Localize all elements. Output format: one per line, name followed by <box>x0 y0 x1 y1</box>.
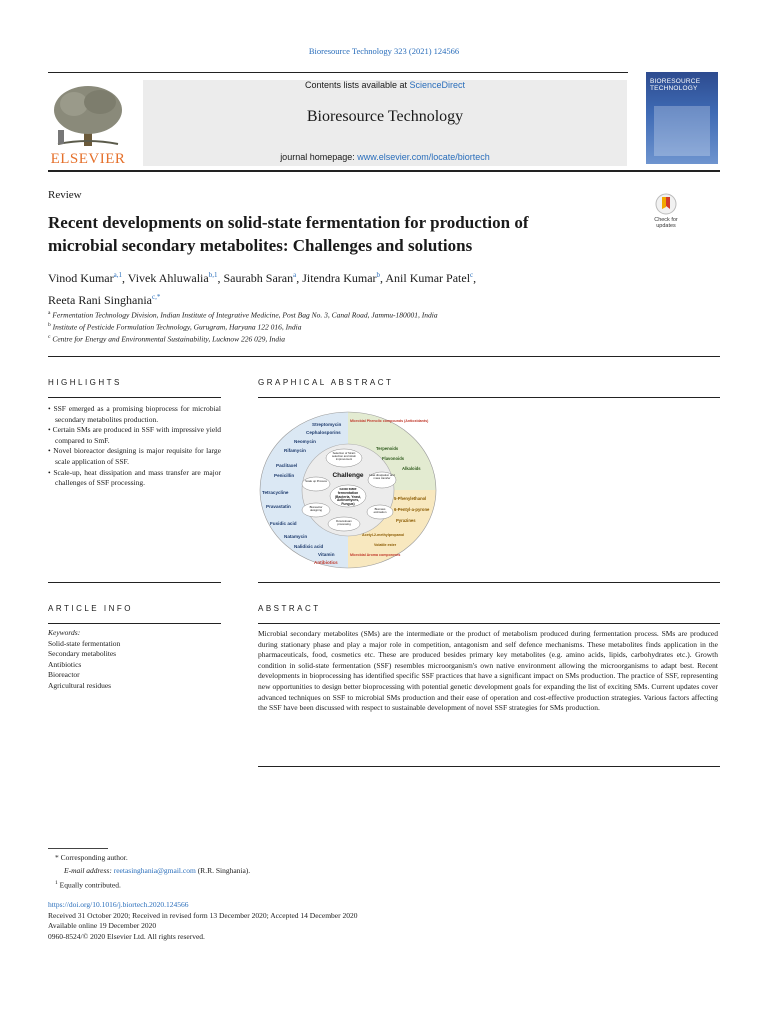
homepage-link[interactable]: www.elsevier.com/locate/biortech <box>357 152 490 162</box>
ga-bubble-text-strain: Selection of Strain selection and strain improvement <box>331 452 357 462</box>
journal-title: Bioresource Technology <box>306 108 464 125</box>
ga-label-paclitaxel: Paclitaxel <box>276 463 298 468</box>
author-list: Vinod Kumar$^{a,1}$, Vivek Ahluwalia$^{b,1}$, Saurabh Saran$^a$, Jitendra Kumar$^b$, Anil Kumar Patel$^c$, Reeta Rani Singhania$^{c,*}$ <box>48 271 477 307</box>
ga-label-phenylethanol: 5-Phenylethanol <box>394 496 427 501</box>
footnote-rule <box>48 848 108 849</box>
highlights-rule <box>48 397 221 398</box>
bookmark-icon <box>655 193 677 217</box>
abstract-rule <box>258 623 720 624</box>
keyword-1: Solid-state fermentation <box>48 638 121 648</box>
header-top-rule <box>48 72 628 73</box>
author-1[interactable]: Vinod Kumar$^{a,1}$ <box>48 271 122 285</box>
graphical-abstract-figure <box>258 410 438 570</box>
received-dates: Received 31 October 2020; Received in revised form 13 December 2020; Accepted 14 December 2020 <box>48 910 358 920</box>
article-info-heading: ARTICLE INFO <box>48 604 133 613</box>
highlight-item-1: • SSF emerged as a promising bioprocess for microbial secondary metabolites production. <box>48 404 221 424</box>
ga-label-cephalosporins: Cephalosporins <box>306 430 341 435</box>
ga-label-vitamin: Vitamin <box>318 552 335 557</box>
badge-line1: Check for <box>654 217 678 223</box>
check-for-updates-badge[interactable] <box>645 193 687 233</box>
ga-label-natamycin: Natamycin <box>284 534 308 539</box>
ga-label-tetracycline: Tetracycline <box>262 490 289 495</box>
elsevier-tree-logo <box>48 82 128 150</box>
journal-cover <box>646 72 718 164</box>
keywords-label: Keywords: <box>48 628 81 637</box>
ga-label-pentyl-pyrone: 6-Pentyl-a-pyrone <box>394 507 430 512</box>
ga-label-rifamycin: Rifamycin <box>284 448 306 453</box>
ga-label-pyrazines: Pyrazines <box>396 518 416 523</box>
highlight-item-2: • Certain SMs are produced in SSF with impressive yield compared to SmF. <box>48 425 221 445</box>
affiliation-c: $^c$ Centre for Energy and Environmental Sustainability, Lucknow 226 029, India <box>48 334 286 344</box>
ga-label-phenolic: Microbial Phenolic compounds (Antioxidants) <box>350 419 429 423</box>
copyright: 0960-8524/© 2020 Elsevier Ltd. All rights reserved. <box>48 931 205 941</box>
ga-label-pravastatin: Pravastatin <box>266 504 291 509</box>
graphical-abstract-heading: GRAPHICAL ABSTRACT <box>258 378 394 387</box>
ga-bubble-text-scaleup: Scale up Process <box>305 480 327 483</box>
publication-info <box>48 900 357 942</box>
publisher-name: ELSEVIER <box>50 151 126 167</box>
keyword-5: Agricultural residues <box>48 680 112 690</box>
keyword-2: Secondary metabolites <box>48 649 117 659</box>
article-title-line2: microbial secondary metabolites: Challenges and solutions <box>48 236 473 255</box>
email-link[interactable]: reetasinghania@gmail.com <box>113 865 196 875</box>
footnote-email: E-mail address: reetasinghania@gmail.com (R.R. Singhania). <box>64 865 251 875</box>
cover-graphic <box>654 106 710 156</box>
front-matter-rule <box>48 356 720 357</box>
ga-label-flavonoids: Flavonoids <box>382 456 405 461</box>
highlight-item-3: • Novel bioreactor designing is major requisite for large scale application of SSF. <box>48 446 221 466</box>
graphical-abstract-rule <box>258 397 720 398</box>
sciencedirect-link[interactable]: ScienceDirect <box>409 80 466 90</box>
ga-bubble-text-heat: Heat dissipation and mass transfer <box>369 474 395 481</box>
ga-label-nalidixic-acid: Nalidixic acid <box>294 544 324 549</box>
available-online: Available online 19 December 2020 <box>48 921 157 930</box>
author-5[interactable]: Anil Kumar Patel$^c$ <box>385 271 474 285</box>
keyword-3: Antibiotics <box>48 659 82 669</box>
cover-title: BIORESOURCE TECHNOLOGY <box>650 78 701 92</box>
ga-label-penicillin: Penicillin <box>274 473 295 478</box>
affiliation-b: $^b$ Institute of Pesticide Formulation Technology, Gurugram, Haryana 122 016, India <box>48 322 302 332</box>
ga-label-fusidic-acid: Fusidic acid <box>270 521 297 526</box>
abstract-text: Microbial secondary metabolites (SMs) are the intermediate or the product of metabolism produced during fermentation process. SMs are produced during stationary phase and play a major role in competition, antagonism and self defence mechanisms. These metabolites finds application in the pharmaceuticals, food, cosmetics etc. These are produced besides primary key metabolites (e.g. amino acids, lipids, carbohydrates etc.). Growth condition in solid-state fermentation (SSF) resembles microorganism's own native environment allowing the microorganisms to adapt best. Recent developments in bioprocessing has identified specific SSF practices that have a significant impact on SMs production. The practice of SSF, representing new opportunities to design better bioprocessing with potential genetic development goals for expanding the list of exciting SMs. Current updates cover advanced techniques on SSF to microbial SMs production and their ease of operation and cost-effective production strategies. Various factors affecting the SSF have been discussed with respect to sustainable development of novel SSF strategies for SMs production. <box>258 629 718 713</box>
ga-label-streptomycin: Streptomycin <box>312 422 342 427</box>
highlights-bottom-rule <box>48 582 221 583</box>
ga-label-neomycin: Neomycin <box>294 439 316 444</box>
keyword-4: Bioreactor <box>48 670 80 680</box>
header-bottom-rule <box>48 170 720 172</box>
abstract-heading: ABSTRACT <box>258 604 321 613</box>
ga-bubble-text-biomass: Biomass estimation <box>373 508 387 515</box>
ga-label-aroma: Microbial Aroma components <box>350 553 401 557</box>
ga-center-title: Challenge <box>332 472 364 479</box>
ga-bubble-text-downstream: Downstream processing <box>336 520 352 527</box>
ga-label-antibiotics: Antibiotics <box>314 560 338 565</box>
contents-line <box>143 80 627 90</box>
keywords-block <box>48 628 120 692</box>
ga-label-acetyl: Acetyl-2-methylpropanol <box>362 533 405 537</box>
contents-prefix: Contents lists available at <box>304 80 410 90</box>
ga-bubble-text-bioreactor: Bioreactor designing <box>309 506 323 513</box>
ga-label-terpenoids: Terpenoids <box>376 446 399 451</box>
journal-reference[interactable]: Bioresource Technology 323 (2021) 124566 <box>308 46 460 56</box>
ga-center-text-box <box>330 488 366 506</box>
footnote-equal: $^1$ Equally contributed. <box>55 880 121 890</box>
footnotes <box>48 852 250 892</box>
highlight-item-4: • Scale-up, heat dissipation and mass transfer are major challenges of SSF processing. <box>48 467 221 488</box>
graphical-abstract-bottom-rule <box>258 582 720 583</box>
article-title-line1: Recent developments on solid-state fermentation for production of <box>48 213 529 232</box>
badge-line2: updates <box>656 223 676 229</box>
author-4[interactable]: Jitendra Kumar$^b$ <box>302 271 381 285</box>
ga-center-text: Solid state fermentation (Bacteria, Yeast, Actinomyces, Fungus) <box>334 488 362 506</box>
highlights-heading: HIGHLIGHTS <box>48 378 122 387</box>
article-info-rule <box>48 623 221 624</box>
doi-link[interactable]: https://doi.org/10.1016/j.biortech.2020.124566 <box>48 900 189 909</box>
ga-label-alkaloids: Alkaloids <box>402 466 421 471</box>
highlights-list <box>48 404 221 489</box>
author-2[interactable]: Vivek Ahluwalia$^{b,1}$ <box>127 271 218 285</box>
affiliation-a: $^a$ Fermentation Technology Division, Indian Institute of Integrative Medicine, Post Bag No. 3, Canal Road, Jammu-180001, India <box>48 310 438 320</box>
homepage-label: journal homepage: <box>280 152 358 162</box>
author-3[interactable]: Saurabh Saran$^a$ <box>223 271 297 285</box>
article-type: Review <box>48 189 82 201</box>
ga-label-volatile-ester: Volatile ester <box>374 543 397 547</box>
author-6[interactable]: Reeta Rani Singhania$^{c,*}$ <box>48 293 161 307</box>
article-title <box>48 211 608 257</box>
footnote-corresponding: * Corresponding author. <box>55 853 128 862</box>
abstract-bottom-rule <box>258 766 720 767</box>
homepage-line <box>143 152 627 162</box>
